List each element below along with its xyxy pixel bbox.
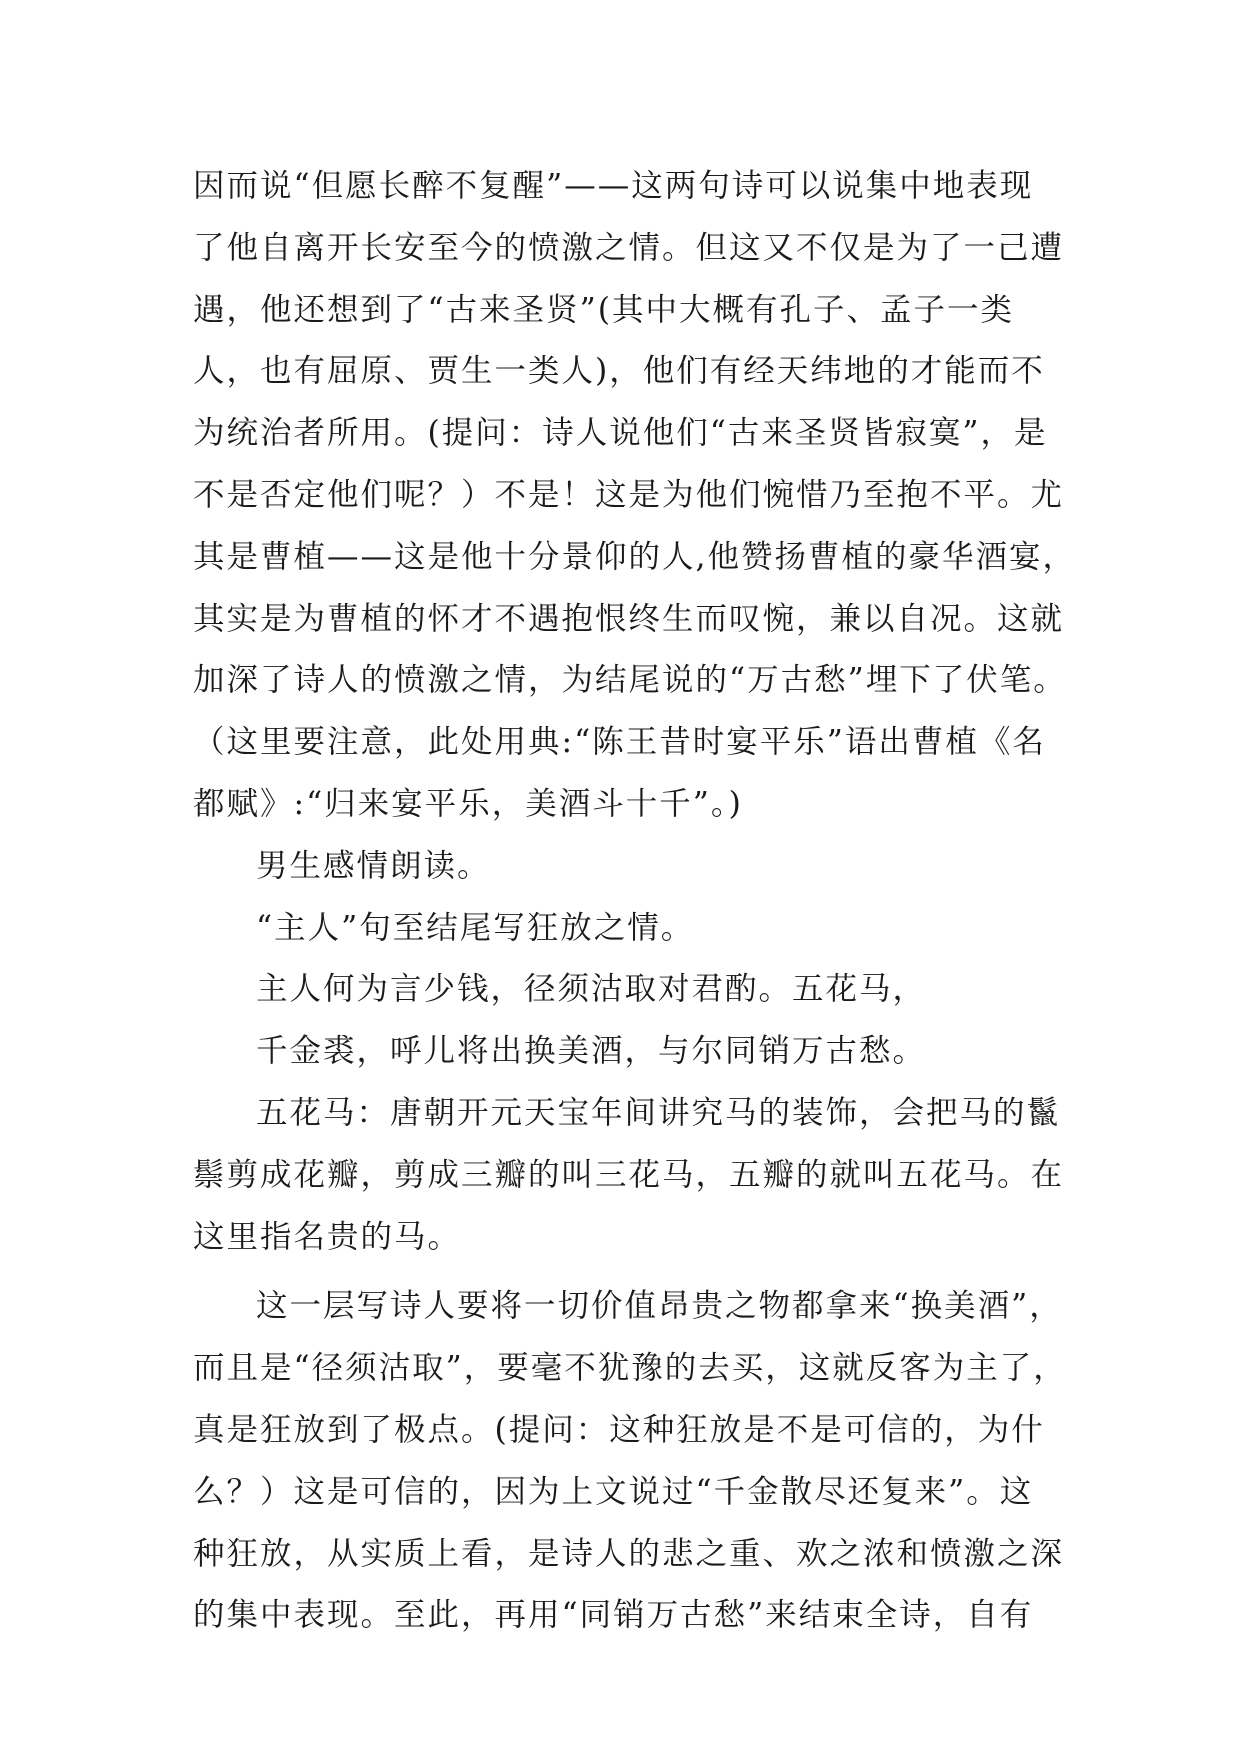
text-line: 而且是“径须沽取”，要毫不犹豫的去买，这就反客为主了， xyxy=(193,1350,1067,1387)
paragraph-gap xyxy=(193,1268,1049,1276)
text-line: 因而说“但愿长醉不复醒”——这两句诗可以说集中地表现 xyxy=(193,168,1034,204)
poem-line: 主人何为言少钱，径须沽取对君酌。五花马， xyxy=(256,971,927,1008)
text-line: （这里要注意，此处用典:“陈王昔时宴平乐”语出曹植《名 xyxy=(193,724,1046,761)
text-line: 么？）这是可信的，因为上文说过“千金散尽还复来”。这 xyxy=(193,1473,1034,1510)
text-line: 其是曹植——这是他十分景仰的人,他赞扬曹植的豪华酒宴， xyxy=(193,538,1077,575)
text-line: 为统治者所用。(提问：诗人说他们“古来圣贤皆寂寞”，是 xyxy=(193,415,1048,452)
text-line: 都赋》:“归来宴平乐，美酒斗十千”。) xyxy=(193,785,743,822)
text-line: 男生感情朗读。 xyxy=(256,847,491,884)
text-line: 这一层写诗人要将一切价值昂贵之物都拿来“换美酒”， xyxy=(256,1288,1063,1325)
text-line: 五花马：唐朝开元天宝年间讲究马的装饰，会把马的鬣 xyxy=(256,1094,1061,1131)
text-line: 了他自离开长安至今的愤激之情。但这又不仅是为了一己遭 xyxy=(193,229,1065,266)
text-line: 真是狂放到了极点。(提问：这种狂放是不是可信的，为什 xyxy=(193,1411,1045,1448)
text-line: 的集中表现。至此，再用“同销万古愁”来结束全诗，自有 xyxy=(193,1597,1034,1634)
poem-line: 千金裘，呼儿将出换美酒，与尔同销万古愁。 xyxy=(256,1033,927,1070)
text-line: “主人”句至结尾写狂放之情。 xyxy=(256,909,695,946)
text-line: 鬃剪成花瓣，剪成三瓣的叫三花马，五瓣的就叫五花马。在 xyxy=(193,1156,1065,1193)
text-line: 不是否定他们呢？）不是！这是为他们惋惜乃至抱不平。尤 xyxy=(193,476,1065,513)
text-line: 这里指名贵的马。 xyxy=(193,1218,462,1255)
text-line: 遇，他还想到了“古来圣贤”(其中大概有孔子、孟子一类 xyxy=(193,291,1014,328)
text-line: 加深了诗人的愤激之情，为结尾说的“万古愁”埋下了伏笔。 xyxy=(193,662,1067,699)
text-line: 种狂放，从实质上看，是诗人的悲之重、欢之浓和愤激之深 xyxy=(193,1535,1065,1572)
text-line: 其实是为曹植的怀才不遇抱恨终生而叹惋，兼以自况。这就 xyxy=(193,600,1065,637)
body-text xyxy=(193,156,1077,1647)
text-line: 人，也有屈原、贾生一类人)，他们有经天纬地的才能而不 xyxy=(193,353,1045,390)
